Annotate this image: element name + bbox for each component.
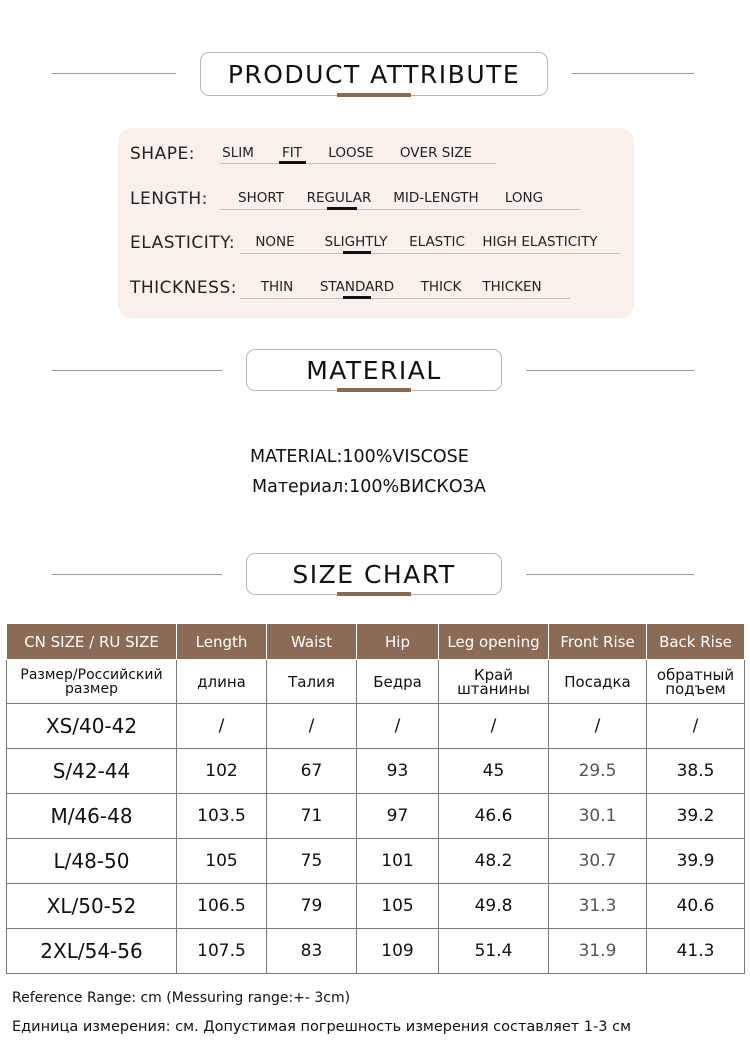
attr-underline bbox=[240, 298, 570, 299]
attr-option: ELASTIC bbox=[409, 234, 465, 250]
value-cell: / bbox=[439, 704, 549, 749]
value-cell: / bbox=[357, 704, 439, 749]
size-cell: M/46-48 bbox=[7, 794, 177, 839]
material-en-value: 100%VISCOSE bbox=[342, 447, 469, 467]
attr-option: LOOSE bbox=[328, 145, 374, 161]
material-ru-label: Материал: bbox=[252, 477, 350, 497]
value-cell: 45 bbox=[439, 749, 549, 794]
value-cell: 109 bbox=[357, 929, 439, 974]
ru-header-cell: Размер/Российский размер bbox=[7, 660, 177, 704]
table-row bbox=[7, 704, 745, 749]
title-accent-bar bbox=[337, 388, 411, 392]
value-cell: 101 bbox=[357, 839, 439, 884]
value-cell: 71 bbox=[267, 794, 357, 839]
attr-option-selected: STANDARD bbox=[319, 279, 395, 295]
attr-option: THIN bbox=[260, 279, 294, 295]
value-cell: 38.5 bbox=[647, 749, 745, 794]
value-cell: / bbox=[549, 704, 647, 749]
value-cell: 39.9 bbox=[647, 839, 745, 884]
footer-note-en: Reference Range: cm (Messuring range:+- 3cm) bbox=[12, 990, 351, 1006]
ru-header-cell: длина bbox=[177, 660, 267, 704]
attr-option-selected: FIT bbox=[282, 145, 302, 161]
attr-underline bbox=[220, 163, 496, 164]
ru-header-cell: Край штанины bbox=[439, 660, 549, 704]
attr-option: SHORT bbox=[238, 190, 284, 206]
value-cell: 41.3 bbox=[647, 929, 745, 974]
size-cell: XS/40-42 bbox=[7, 704, 177, 749]
selected-marker bbox=[343, 296, 371, 299]
ru-header-cell: Бедра bbox=[357, 660, 439, 704]
attr-option-selected: SLIGHTLY bbox=[324, 234, 388, 250]
table-row bbox=[7, 749, 745, 794]
value-cell: 103.5 bbox=[177, 794, 267, 839]
value-cell: 105 bbox=[357, 884, 439, 929]
value-cell: 31.9 bbox=[549, 929, 647, 974]
attr-option: LONG bbox=[504, 190, 544, 206]
value-cell: 97 bbox=[357, 794, 439, 839]
value-cell: 30.7 bbox=[549, 839, 647, 884]
attr-option: THICKEN bbox=[482, 279, 542, 295]
section-title-material bbox=[246, 349, 502, 391]
divider-right bbox=[572, 73, 694, 74]
section-title-product-attribute bbox=[200, 52, 548, 96]
value-cell: 31.3 bbox=[549, 884, 647, 929]
divider-left bbox=[52, 370, 222, 371]
divider-right bbox=[526, 574, 694, 575]
header-cell: CN SIZE / RU SIZE bbox=[7, 624, 177, 660]
title-accent-bar bbox=[337, 93, 411, 97]
section-title-size-chart bbox=[246, 553, 502, 595]
value-cell: 105 bbox=[177, 839, 267, 884]
header-cell: Hip bbox=[357, 624, 439, 660]
title-accent-bar bbox=[337, 592, 411, 596]
selected-marker bbox=[343, 251, 371, 254]
attr-option: THICK bbox=[420, 279, 462, 295]
attr-option: OVER SIZE bbox=[399, 145, 473, 161]
value-cell: / bbox=[267, 704, 357, 749]
size-cell: 2XL/54-56 bbox=[7, 929, 177, 974]
table-row bbox=[7, 929, 745, 974]
attr-label-length: LENGTH: bbox=[130, 189, 208, 209]
size-cell: S/42-44 bbox=[7, 749, 177, 794]
value-cell: 51.4 bbox=[439, 929, 549, 974]
header-cell: Leg opening bbox=[439, 624, 549, 660]
value-cell: 39.2 bbox=[647, 794, 745, 839]
ru-header-cell: Посадка bbox=[549, 660, 647, 704]
attr-label-thickness: THICKNESS: bbox=[130, 278, 237, 298]
size-table bbox=[6, 623, 745, 974]
material-en bbox=[250, 447, 469, 467]
selected-marker bbox=[279, 161, 306, 164]
attr-option: NONE bbox=[255, 234, 295, 250]
table-ru-header-row bbox=[7, 660, 745, 704]
size-cell: L/48-50 bbox=[7, 839, 177, 884]
section-title-text: MATERIAL bbox=[306, 355, 442, 385]
value-cell: 107.5 bbox=[177, 929, 267, 974]
attr-option: HIGH ELASTICITY bbox=[482, 234, 598, 250]
value-cell: 46.6 bbox=[439, 794, 549, 839]
value-cell: / bbox=[647, 704, 745, 749]
header-cell: Length bbox=[177, 624, 267, 660]
table-row bbox=[7, 884, 745, 929]
attr-label-shape: SHAPE: bbox=[130, 144, 195, 164]
attr-label-elasticity: ELASTICITY: bbox=[130, 233, 236, 253]
attr-option-selected: REGULAR bbox=[306, 190, 372, 206]
ru-header-cell: Талия bbox=[267, 660, 357, 704]
table-row bbox=[7, 839, 745, 884]
value-cell: 48.2 bbox=[439, 839, 549, 884]
value-cell: 79 bbox=[267, 884, 357, 929]
footer-note-ru: Единица измерения: см. Допустимая погрешность измерения составляет 1-3 см bbox=[12, 1019, 632, 1035]
material-ru-value: 100%ВИСКОЗА bbox=[349, 477, 486, 497]
divider-left bbox=[52, 73, 176, 74]
value-cell: 83 bbox=[267, 929, 357, 974]
attr-underline bbox=[220, 209, 580, 210]
header-cell: Front Rise bbox=[549, 624, 647, 660]
value-cell: 75 bbox=[267, 839, 357, 884]
header-cell: Back Rise bbox=[647, 624, 745, 660]
material-en-label: MATERIAL: bbox=[250, 447, 343, 467]
ru-header-cell: обратный подъем bbox=[647, 660, 745, 704]
value-cell: / bbox=[177, 704, 267, 749]
value-cell: 106.5 bbox=[177, 884, 267, 929]
attr-option: SLIM bbox=[222, 145, 254, 161]
value-cell: 40.6 bbox=[647, 884, 745, 929]
section-title-text: PRODUCT ATTRIBUTE bbox=[227, 59, 521, 89]
attr-underline bbox=[240, 253, 620, 254]
size-cell: XL/50-52 bbox=[7, 884, 177, 929]
value-cell: 102 bbox=[177, 749, 267, 794]
value-cell: 30.1 bbox=[549, 794, 647, 839]
section-title-text: SIZE CHART bbox=[292, 559, 456, 589]
selected-marker bbox=[327, 207, 357, 210]
table-row bbox=[7, 794, 745, 839]
table-header-row bbox=[7, 624, 745, 660]
value-cell: 49.8 bbox=[439, 884, 549, 929]
value-cell: 29.5 bbox=[549, 749, 647, 794]
divider-right bbox=[526, 370, 694, 371]
divider-left bbox=[52, 574, 222, 575]
value-cell: 67 bbox=[267, 749, 357, 794]
value-cell: 93 bbox=[357, 749, 439, 794]
attr-option: MID-LENGTH bbox=[393, 190, 479, 206]
material-ru bbox=[252, 477, 486, 497]
header-cell: Waist bbox=[267, 624, 357, 660]
